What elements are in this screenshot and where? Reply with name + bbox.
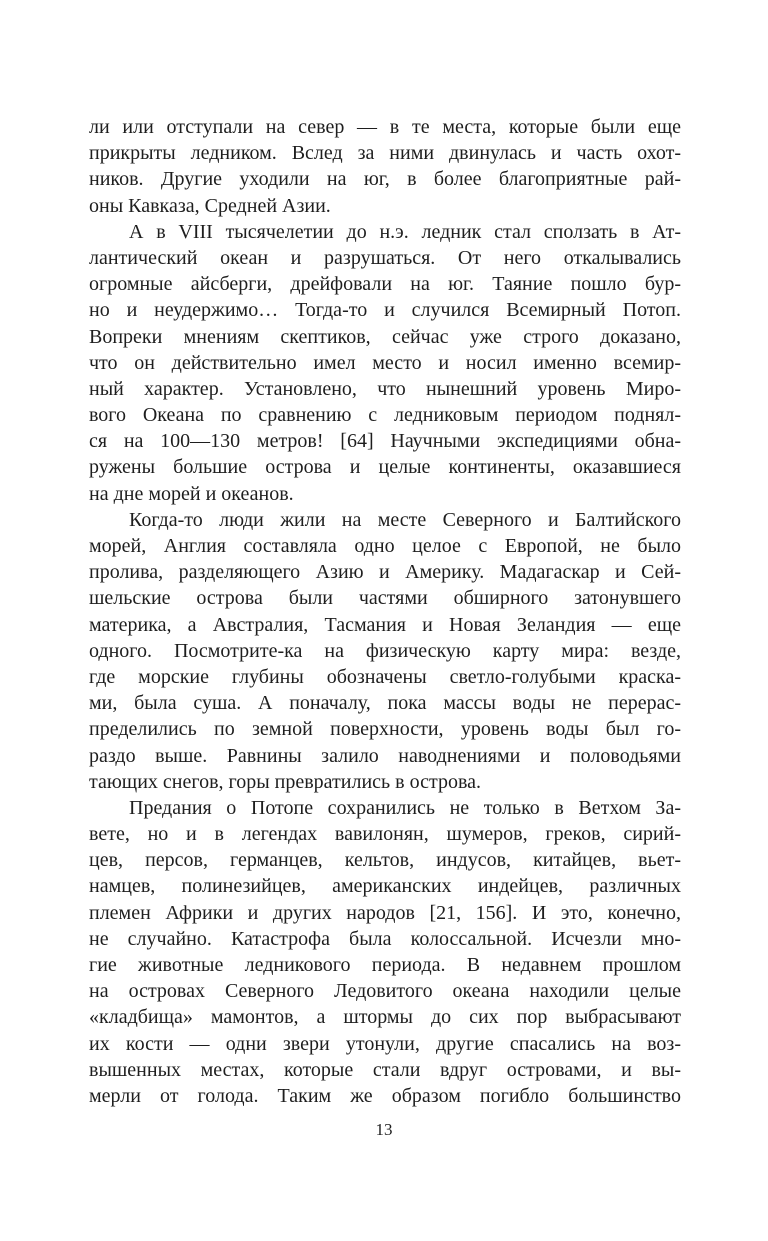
- page-body-text: [89, 114, 681, 1109]
- text-line: вого Океана по сравнению с ледниковым периодом поднял-: [89, 404, 681, 427]
- text-line: раздо выше. Равнины залило наводнениями и половодьями: [89, 744, 681, 767]
- text-line: пределились по земной поверхности, уровень воды был го-: [89, 718, 681, 741]
- text-line: ми, была суша. А поначалу, пока массы воды не перерас-: [89, 692, 681, 715]
- text-line: что он действительно имел место и носил именно всемир-: [89, 351, 681, 374]
- text-line: пролива, разделяющего Азию и Америку. Мадагаскар и Сей-: [89, 561, 681, 584]
- text-line: ли или отступали на север — в те места, которые были еще: [89, 116, 681, 138]
- text-line: вете, но и в легендах вавилонян, шумеров, греков, сирий-: [89, 823, 681, 846]
- text-line: шельские острова были частями обширного затонувшего: [89, 587, 681, 610]
- text-line: ный характер. Установлено, что нынешний уровень Миро-: [89, 377, 681, 400]
- text-line: ников. Другие уходили на юг, в более благоприятные рай-: [89, 168, 681, 191]
- text-line: ся на 100—130 метров! [64] Научными экспедициями обна-: [89, 430, 681, 453]
- text-line: гие животные ледникового периода. В недавнем прошлом: [89, 954, 681, 976]
- text-line: мерли от голода. Таким же образом погибло большинство: [89, 1084, 681, 1107]
- text-line: не случайно. Катастрофа была колоссальной. Исчезли мно-: [89, 927, 681, 950]
- text-line: на островах Северного Ледовитого океана находили целые: [89, 980, 681, 1003]
- text-line: тающих снегов, горы превратились в острова.: [89, 770, 482, 793]
- text-line: Вопреки мнениям скептиков, сейчас уже строго доказано,: [89, 325, 681, 348]
- text-line-paragraph-start: А в VIII тысячелетии до н.э. ледник стал сползать в Ат-: [129, 220, 681, 243]
- text-line: «кладбища» мамонтов, а штормы до сих пор выбрасывают: [89, 1006, 681, 1029]
- text-line: но и неудержимо… Тогда-то и случился Всемирный Потоп.: [89, 299, 681, 322]
- text-line: вышенных местах, которые стали вдруг островами, и вы-: [89, 1058, 681, 1081]
- text-line: их кости — одни звери утонули, другие спасались на воз-: [89, 1032, 681, 1055]
- page-number: 13: [375, 1120, 393, 1139]
- text-line: цев, персов, германцев, кельтов, индусов, китайцев, вьет-: [89, 849, 681, 872]
- text-line: намцев, полинезийцев, американских индейцев, различных: [89, 875, 681, 898]
- text-line: ружены большие острова и целые континенты, оказавшиеся: [89, 456, 681, 479]
- text-line: оны Кавказа, Средней Азии.: [89, 194, 331, 217]
- text-line: морей, Англия составляла одно целое с Европой, не было: [89, 535, 681, 557]
- text-line-paragraph-start: Предания о Потопе сохранились не только в Ветхом За-: [129, 796, 681, 819]
- text-line: племен Африки и других народов [21, 156]. И это, конечно,: [89, 901, 681, 924]
- text-line: на дне морей и океанов.: [89, 482, 294, 505]
- text-line: лантический океан и разрушаться. От него откалывались: [89, 246, 681, 269]
- text-line: где морские глубины обозначены светло-голубыми краска-: [89, 665, 681, 688]
- text-line: огромные айсберги, дрейфовали на юг. Таяние пошло бур-: [89, 273, 681, 296]
- text-line: одного. Посмотрите-ка на физическую карту мира: везде,: [89, 639, 681, 662]
- text-line-paragraph-start: Когда-то люди жили на месте Северного и Балтийского: [129, 508, 681, 531]
- text-line: прикрыты ледником. Вслед за ними двинулась и часть охот-: [89, 142, 681, 165]
- text-line: материка, а Австралия, Тасмания и Новая Зеландия — еще: [89, 613, 681, 636]
